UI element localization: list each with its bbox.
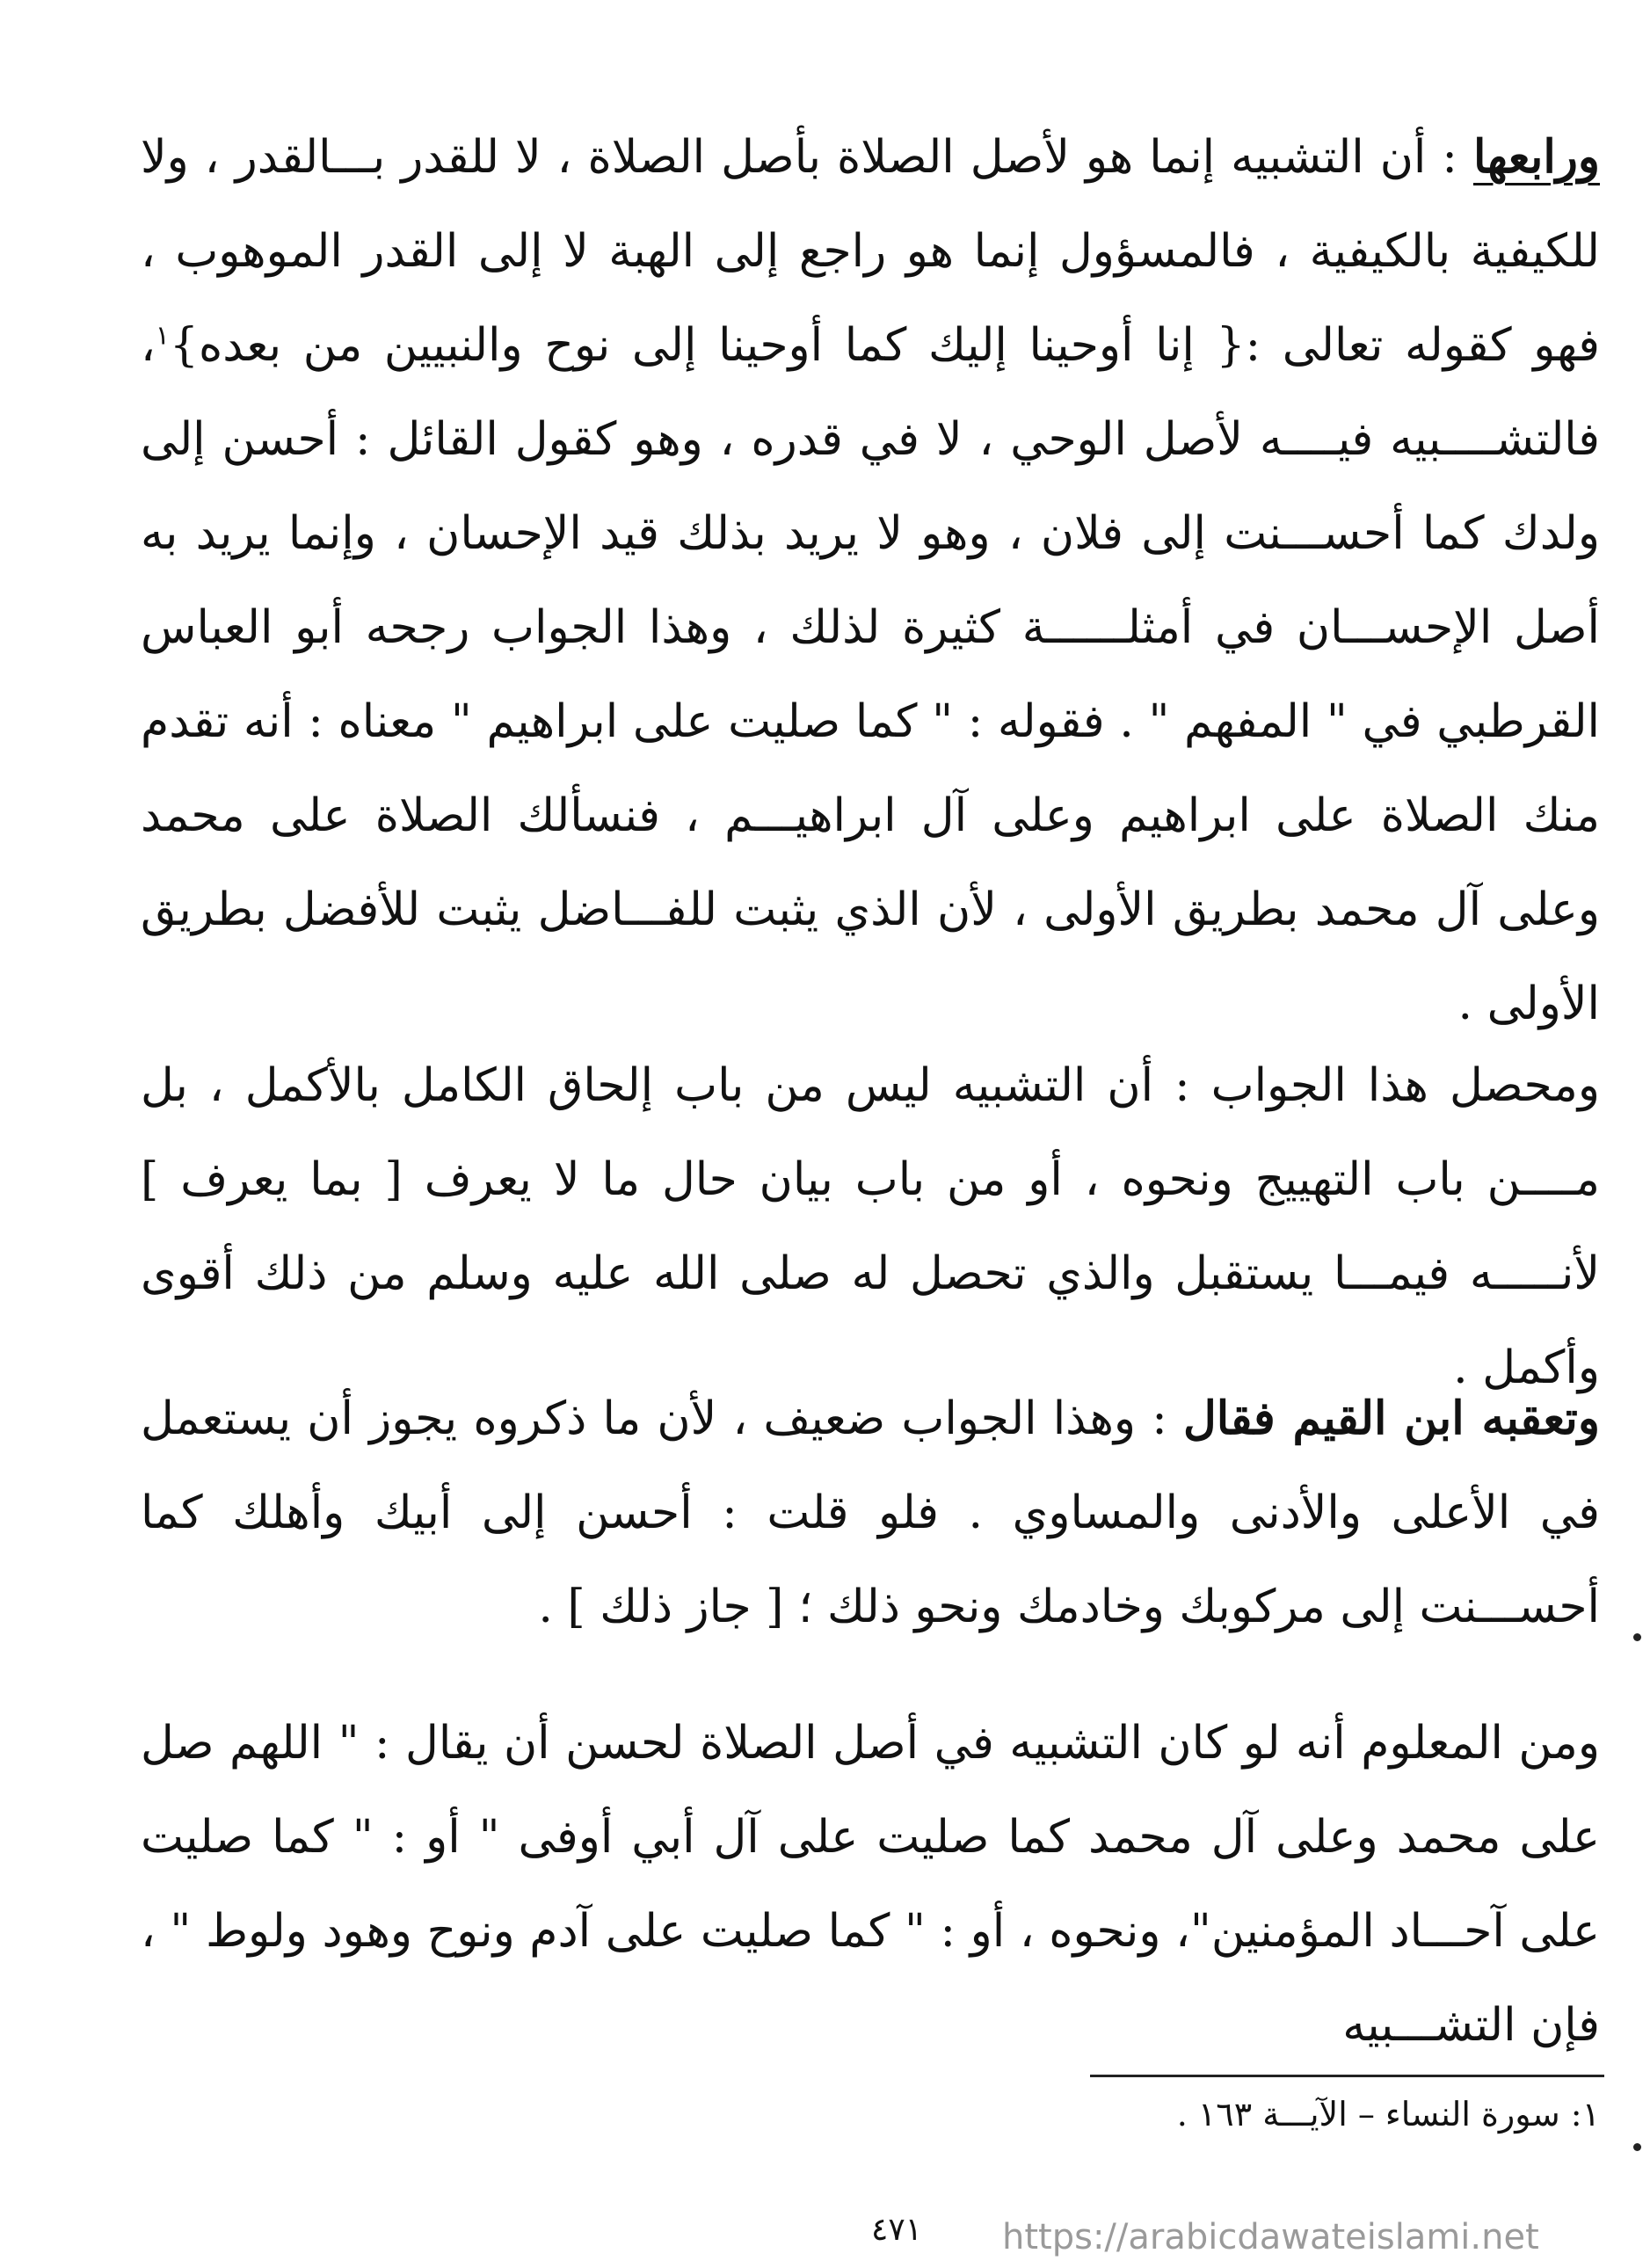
paragraph-text-continued: ، فالتشــــبيه فيــــه لأصل الوحي ، لا في قدره ، وهو كقول القائل : أحسن إلى ولدك كما أحســـنت إلى فلان ، وهو لا يريد بذلك قيد الإحسان ، وإنما يريد به أصل الإحســـان في أمثلــــــة كثيرة لذلك ، وهذا الجواب رجحه أبو العباس القرطبي في " المفهم " . فقوله : " كما صليت على ابراهيم " معناه : أنه تقدم منك الصلاة على ابراهيم وعلى آل ابراهيـــم ، فنسألك الصلاة على محمد وعلى آل محمد بطريق الأولى ، لأن الذي يثبت للفـــاضل يثبت للأفضل بطريق الأولى .: [141, 319, 1600, 1030]
footnote-divider: [1090, 2075, 1604, 2077]
paragraph-text: : أن التشبيه إنما هو لأصل الصلاة بأصل الصلاة ، لا للقدر بـــالقدر ، ولا للكيفية بالكيفية ، فالمسؤول إنما هو راجع إلى الهبة لا إلى القدر الموهوب ، فهو كقوله تعالى :{ إنا أوحينا إليك كما أوحينا إلى نوح والنبيين من بعده}: [141, 131, 1600, 372]
paragraph-summary: [141, 1039, 1600, 1415]
lead-in-heading: ورابعها: [1472, 130, 1600, 184]
scan-mark-dot: [1633, 2143, 1641, 2151]
page-number: ٤٧١: [870, 2212, 922, 2248]
footnote: ١: سورة النساء – الآيـــة ١٦٣ .: [1176, 2095, 1600, 2134]
paragraph-ibn-alqayyim: [141, 1371, 1600, 1654]
watermark-url: https://arabicdawateislami.net: [1002, 2217, 1539, 2257]
paragraph-fourth-answer: [141, 110, 1600, 1051]
lead-in-heading: وتعقبه ابن القيم فقال: [1182, 1392, 1601, 1445]
paragraph-text: : وهذا الجواب ضعيف ، لأن ما ذكروه يجوز أن يستعمل في الأعلى والأدنى والمساوي . فلو قلت : أحسن إلى أبيك وأهلك كما أحســـنت إلى مركوبك وخادمك ونحو ذلك ؛ [ جاز ذلك ] .: [141, 1392, 1600, 1633]
scan-mark-dot: [1633, 1633, 1641, 1641]
footnote-reference[interactable]: ١: [155, 320, 170, 352]
paragraph-known: [141, 1697, 1600, 2073]
paragraph-text: ومن المعلوم أنه لو كان التشبيه في أصل الصلاة لحسن أن يقال : " اللهم صل على محمد وعلى آل محمد كما صليت على آل أبي أوفى " أو : " كما صليت على آحـــاد المؤمنين"، ونحوه ، أو : " كما صليت على آدم ونوح وهود ولوط " ، فإن التشـــبيه: [141, 1717, 1600, 2052]
paragraph-text: ومحصل هذا الجواب : أن التشبيه ليس من باب إلحاق الكامل بالأكمل ، بل مــــن باب التهييج ونحوه ، أو من باب بيان حال ما لا يعرف [ بما يعرف ] لأنـــــه فيمـــا يستقبل والذي تحصل له صلى الله عليه وسلم من ذلك أقوى وأكمل .: [141, 1059, 1600, 1394]
